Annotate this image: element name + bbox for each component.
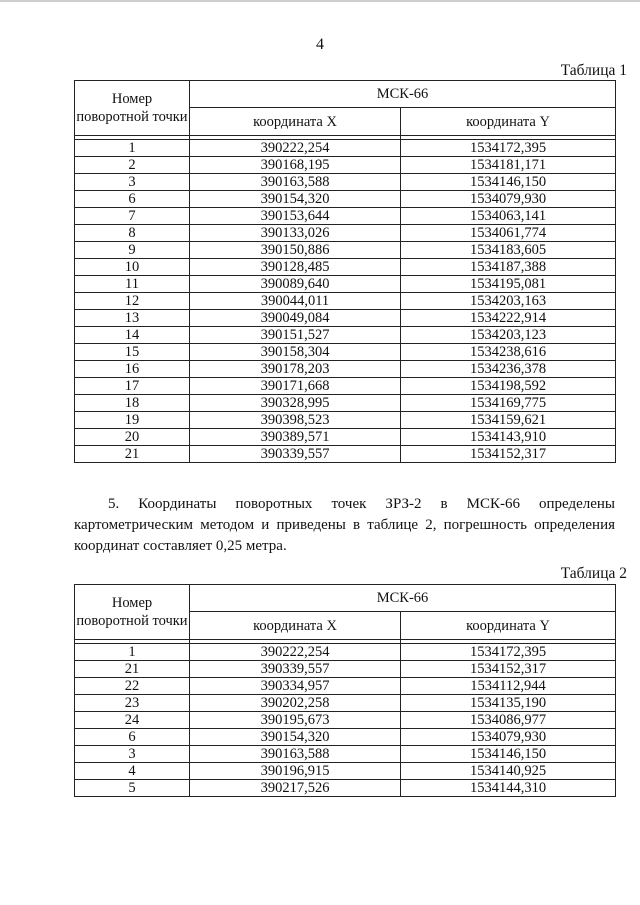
point-number-cell: 1 — [75, 140, 190, 157]
point-number-cell: 5 — [75, 780, 190, 797]
coord-y-cell: 1534198,592 — [401, 378, 616, 395]
point-number-cell: 6 — [75, 729, 190, 746]
point-number-cell: 2 — [75, 157, 190, 174]
table2 — [74, 584, 616, 797]
table1-body — [75, 140, 616, 463]
table-row — [75, 361, 616, 378]
coord-y-cell: 1534061,774 — [401, 225, 616, 242]
table2-point-header: Номер поворотной точки — [75, 585, 190, 640]
coord-x-cell: 390044,011 — [190, 293, 401, 310]
table-row — [75, 729, 616, 746]
coord-x-cell: 390222,254 — [190, 140, 401, 157]
scan-top-edge — [0, 0, 640, 2]
point-number-cell: 3 — [75, 174, 190, 191]
coord-y-cell: 1534203,123 — [401, 327, 616, 344]
table-row — [75, 661, 616, 678]
table-row — [75, 327, 616, 344]
point-number-cell: 20 — [75, 429, 190, 446]
table-row — [75, 174, 616, 191]
coord-y-cell: 1534159,621 — [401, 412, 616, 429]
table-row — [75, 695, 616, 712]
point-number-cell: 7 — [75, 208, 190, 225]
coord-y-cell: 1534172,395 — [401, 644, 616, 661]
coord-y-cell: 1534183,605 — [401, 242, 616, 259]
table-row — [75, 344, 616, 361]
coord-y-cell: 1534187,388 — [401, 259, 616, 276]
table2-system-header: МСК-66 — [190, 585, 616, 612]
table-row — [75, 395, 616, 412]
point-number-cell: 18 — [75, 395, 190, 412]
point-number-cell: 21 — [75, 661, 190, 678]
coord-y-cell: 1534152,317 — [401, 661, 616, 678]
coord-x-cell: 390196,915 — [190, 763, 401, 780]
point-number-cell: 8 — [75, 225, 190, 242]
coord-x-cell: 390339,557 — [190, 661, 401, 678]
coord-y-cell: 1534169,775 — [401, 395, 616, 412]
coord-y-cell: 1534172,395 — [401, 140, 616, 157]
point-number-cell: 23 — [75, 695, 190, 712]
point-number-cell: 10 — [75, 259, 190, 276]
coord-x-cell: 390168,195 — [190, 157, 401, 174]
table1-point-header: Номер поворотной точки — [75, 81, 190, 136]
page-number: 4 — [316, 36, 324, 53]
point-number-cell: 3 — [75, 746, 190, 763]
coord-y-cell: 1534146,150 — [401, 746, 616, 763]
coord-y-cell: 1534203,163 — [401, 293, 616, 310]
point-number-cell: 24 — [75, 712, 190, 729]
table-row — [75, 293, 616, 310]
coord-x-cell: 390154,320 — [190, 729, 401, 746]
table-row — [75, 157, 616, 174]
table-row — [75, 191, 616, 208]
coord-x-cell: 390334,957 — [190, 678, 401, 695]
coord-x-cell: 390154,320 — [190, 191, 401, 208]
point-number-cell: 4 — [75, 763, 190, 780]
table-row — [75, 242, 616, 259]
coord-x-cell: 390128,485 — [190, 259, 401, 276]
table-row — [75, 678, 616, 695]
coord-y-cell: 1534238,616 — [401, 344, 616, 361]
coord-y-cell: 1534086,977 — [401, 712, 616, 729]
table-row — [75, 763, 616, 780]
table1-system-header: МСК-66 — [190, 81, 616, 108]
coord-y-cell: 1534152,317 — [401, 446, 616, 463]
point-number-cell: 6 — [75, 191, 190, 208]
table-row — [75, 780, 616, 797]
coord-x-cell: 390398,523 — [190, 412, 401, 429]
coord-x-cell: 390163,588 — [190, 174, 401, 191]
table-row — [75, 276, 616, 293]
table-row — [75, 446, 616, 463]
table-row — [75, 208, 616, 225]
coord-y-cell: 1534079,930 — [401, 729, 616, 746]
point-number-cell: 19 — [75, 412, 190, 429]
table1-x-header: координата X — [190, 108, 401, 136]
point-number-cell: 13 — [75, 310, 190, 327]
table-row — [75, 746, 616, 763]
coord-y-cell: 1534135,190 — [401, 695, 616, 712]
coord-x-cell: 390163,588 — [190, 746, 401, 763]
coord-x-cell: 390339,557 — [190, 446, 401, 463]
body-paragraph — [74, 494, 615, 557]
coord-x-cell: 390151,527 — [190, 327, 401, 344]
coord-x-cell: 390133,026 — [190, 225, 401, 242]
coord-y-cell: 1534112,944 — [401, 678, 616, 695]
coord-y-cell: 1534063,141 — [401, 208, 616, 225]
table-row — [75, 429, 616, 446]
coord-x-cell: 390089,640 — [190, 276, 401, 293]
point-number-cell: 11 — [75, 276, 190, 293]
coord-x-cell: 390178,203 — [190, 361, 401, 378]
coord-y-cell: 1534143,910 — [401, 429, 616, 446]
table2-y-header: координата Y — [401, 612, 616, 640]
coord-y-cell: 1534181,171 — [401, 157, 616, 174]
point-number-cell: 15 — [75, 344, 190, 361]
table-row — [75, 310, 616, 327]
table2-caption: Таблица 2 — [560, 565, 627, 582]
point-number-cell: 16 — [75, 361, 190, 378]
coord-x-cell: 390195,673 — [190, 712, 401, 729]
table-row — [75, 378, 616, 395]
coord-x-cell: 390389,571 — [190, 429, 401, 446]
coord-x-cell: 390217,526 — [190, 780, 401, 797]
coord-x-cell: 390158,304 — [190, 344, 401, 361]
table1-y-header: координата Y — [401, 108, 616, 136]
table2-body — [75, 644, 616, 797]
table-row — [75, 225, 616, 242]
coord-y-cell: 1534079,930 — [401, 191, 616, 208]
coord-x-cell: 390202,258 — [190, 695, 401, 712]
coord-x-cell: 390328,995 — [190, 395, 401, 412]
table-row — [75, 644, 616, 661]
point-number-cell: 22 — [75, 678, 190, 695]
table-row — [75, 412, 616, 429]
point-number-cell: 21 — [75, 446, 190, 463]
table-row — [75, 140, 616, 157]
coord-x-cell: 390049,084 — [190, 310, 401, 327]
coord-y-cell: 1534222,914 — [401, 310, 616, 327]
coord-y-cell: 1534146,150 — [401, 174, 616, 191]
table-row — [75, 712, 616, 729]
paragraph-text: 5. Координаты поворотных точек ЗРЗ-2 в МСК-66 определены картометрическим методом и приведены в таблице 2, погрешность определения координат составляет 0,25 метра. — [74, 496, 615, 554]
table1-caption: Таблица 1 — [560, 62, 627, 79]
point-number-cell: 1 — [75, 644, 190, 661]
coord-y-cell: 1534144,310 — [401, 780, 616, 797]
point-number-cell: 14 — [75, 327, 190, 344]
point-number-cell: 9 — [75, 242, 190, 259]
coord-x-cell: 390150,886 — [190, 242, 401, 259]
point-number-cell: 12 — [75, 293, 190, 310]
coord-x-cell: 390153,644 — [190, 208, 401, 225]
table-row — [75, 259, 616, 276]
coord-y-cell: 1534236,378 — [401, 361, 616, 378]
coord-x-cell: 390222,254 — [190, 644, 401, 661]
coord-y-cell: 1534140,925 — [401, 763, 616, 780]
table1 — [74, 80, 616, 463]
coord-x-cell: 390171,668 — [190, 378, 401, 395]
coord-y-cell: 1534195,081 — [401, 276, 616, 293]
point-number-cell: 17 — [75, 378, 190, 395]
table2-x-header: координата X — [190, 612, 401, 640]
